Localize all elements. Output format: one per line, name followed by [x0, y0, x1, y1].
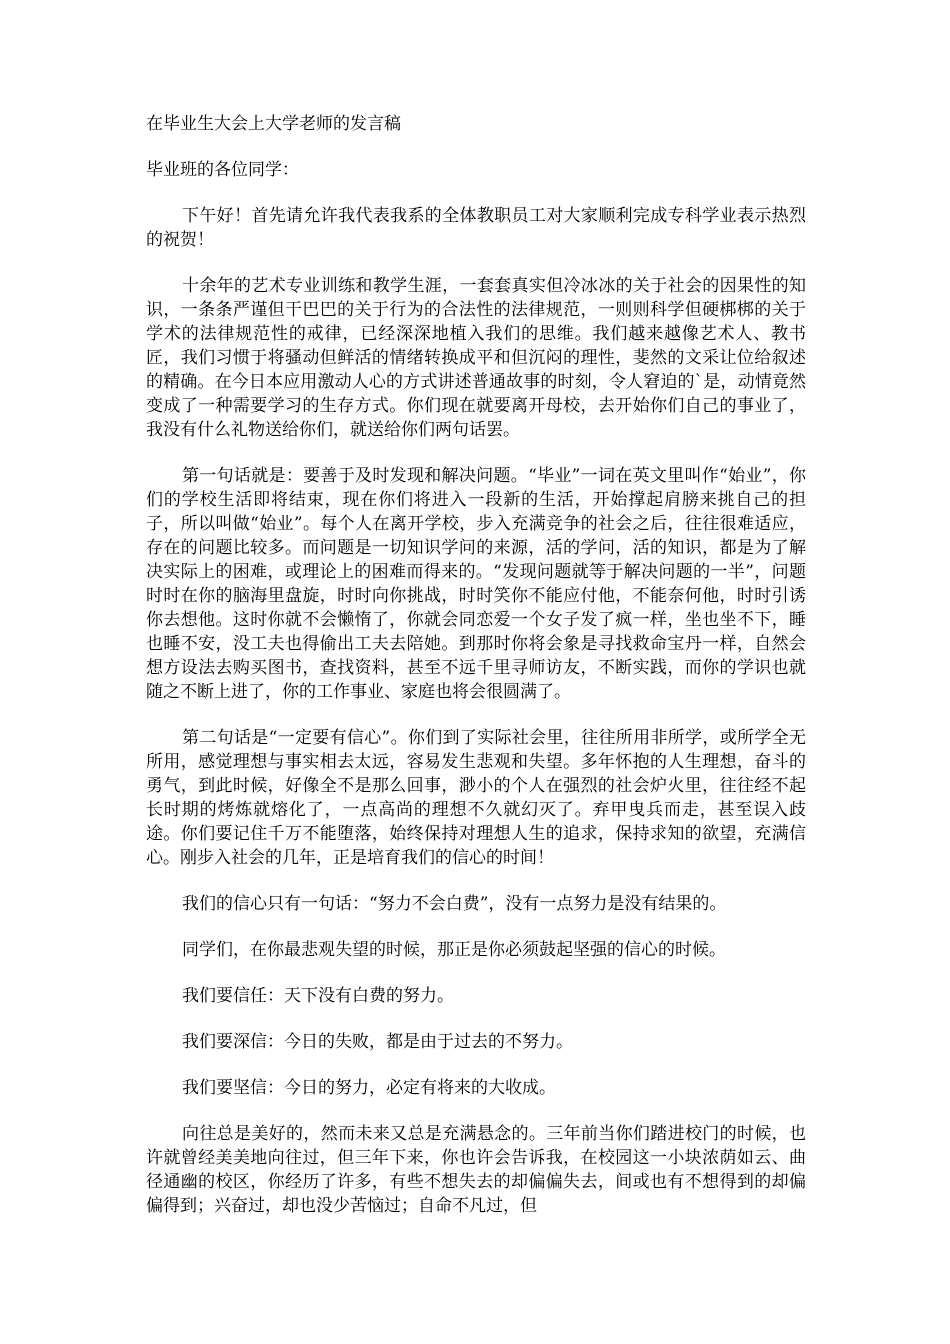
paragraph-firmly-believe: 我们要坚信：今日的努力，必定有将来的大收成。 [182, 1078, 556, 1098]
salutation: 毕业班的各位同学： [146, 160, 299, 180]
paragraph-believe: 我们要深信：今日的失败，都是由于过去的不努力。 [182, 1032, 573, 1052]
paragraph-second-advice: 第二句话是“一定要有信心”。你们到了实际社会里，往往所用非所学，或所学全无所用，感觉理想与事实相去太远，容易发生悲观和失望。多年怀抱的人生理想，奋斗的勇气，到此时候，好像全不是那么回事，渺小的个人在强烈的社会炉火里，往往经不起长时期的烤炼就熔化了，一点高尚的理想不久就幻灭了。弃甲曳兵而走，甚至误入歧途。你们要记住千万不能堕落，始终保持对理想人生的追求，保持求知的欲望，充满信心。刚步入社会的几年，正是培育我们的信心的时间！ [146, 728, 806, 868]
paragraph-confidence-motto: 我们的信心只有一句话：“努力不会白费”，没有一点努力是没有结果的。 [182, 894, 727, 914]
paragraph-address-students: 同学们，在你最悲观失望的时候，那正是你必须鼓起坚强的信心的时候。 [182, 940, 726, 960]
paragraph-first-advice: 第一句话就是：要善于及时发现和解决问题。“毕业”一词在英文里叫作“始业”，你们的学校生活即将结束，现在你们将进入一段新的生活，开始撑起肩膀来挑自己的担子，所以叫做“始业”。每个人在离开学校，步入充满竞争的社会之后，往往很难适应，存在的问题比较多。而问题是一切知识学问的来源，活的学问，活的知识，都是为了解决实际上的困难，或理论上的困难而得来的。“发现问题就等于解决问题的一半”，问题时时在你的脑海里盘旋，时时向你挑战，时时笑你不能应付他，不能奈何他，时时引诱你去想他。这时你就不会懒惰了，你就会同恋爱一个女子发了疯一样，坐也坐不下，睡也睡不安，没工夫也得偷出工夫去陪她。到那时你将会象是寻找救命宝丹一样，自然会想方设法去购买图书，查找资料，甚至不远千里寻师访友，不断实践，而你的学识也就随之不断上进了，你的工作事业、家庭也将会很圆满了。 [146, 466, 806, 702]
paragraph-intro: 十余年的艺术专业训练和教学生涯，一套套真实但冷冰冰的关于社会的因果性的知识，一条条严谨但干巴巴的关于行为的合法性的法律规范，一则则科学但硬梆梆的关于学术的法律规范性的戒律，已经深深地植入我们的思维。我们越来越像艺术人、教书匠，我们习惯于将骚动但鲜活的情绪转换成平和但沉闷的理性，斐然的文采让位给叙述的精确。在今日本应用激动人心的方式讲述普通故事的时刻，令人窘迫的`是，动情竟然变成了一种需要学习的生存方式。你们现在就要离开母校，去开始你们自己的事业了，我没有什么礼物送给你们，就送给你们两句话罢。 [146, 276, 806, 440]
document-page [146, 112, 806, 1218]
document-title: 在毕业生大会上大学老师的发言稿 [146, 114, 401, 134]
paragraph-trust: 我们要信任：天下没有白费的努力。 [182, 986, 454, 1006]
paragraph-aspiration: 向往总是美好的，然而未来又总是充满悬念的。三年前当你们踏进校门的时候，也许就曾经美美地向往过，但三年下来，你也许会告诉我，在校园这一小块浓荫如云、曲径通幽的校区，你经历了许多，有些不想失去的却偏偏失去，间或也有不想得到的却偏偏得到；兴奋过，却也没少苦恼过；自命不凡过，但 [146, 1124, 806, 1216]
paragraph-greeting: 下午好！首先请允许我代表我系的全体教职员工对大家顺利完成专科学业表示热烈的祝贺！ [146, 206, 806, 250]
